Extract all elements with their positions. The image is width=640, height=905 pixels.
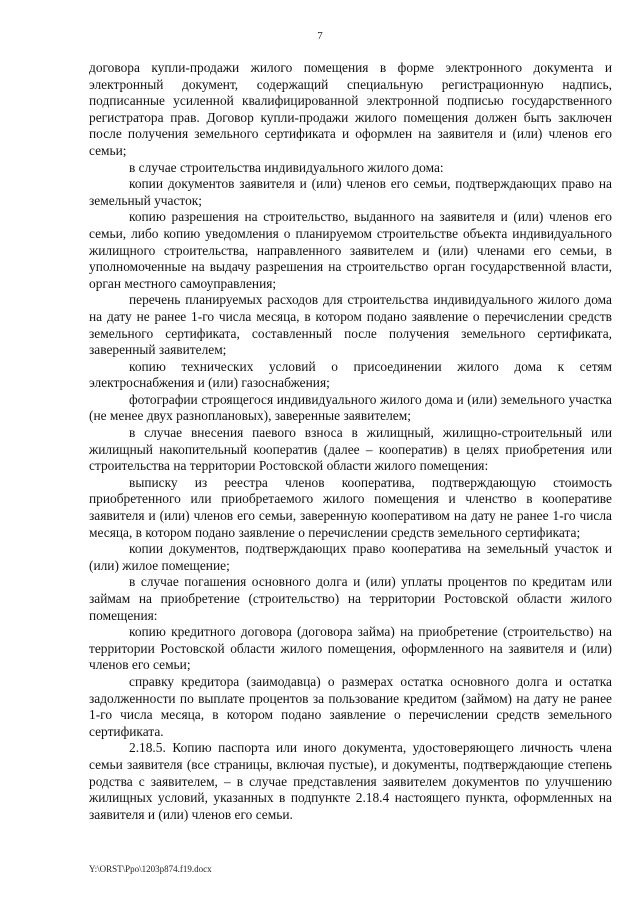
paragraph: копии документов, подтверждающих право кооператива на земельный участок и (или) жилое помещение; bbox=[89, 541, 612, 573]
page-number: 7 bbox=[317, 30, 323, 42]
paragraph: выписку из реестра членов кооператива, подтверждающую стоимость приобретенного или приобретаемого жилого помещения и членство в кооперативе заявителя и (или) членов его семьи, заверенную кооперативом на дату не ранее 1-го числа месяца, в котором подано заявление о перечислении средств земельного сертификата; bbox=[89, 474, 612, 540]
paragraph: фотографии строящегося индивидуального жилого дома и (или) земельного участка (не менее двух разноплановых), заверенные заявителем; bbox=[89, 391, 612, 424]
paragraph: копии документов заявителя и (или) членов его семьи, подтверждающих право на земельный участок; bbox=[89, 176, 612, 208]
paragraph: в случае строительства индивидуального жилого дома: bbox=[129, 159, 444, 175]
document-body bbox=[89, 60, 612, 823]
paragraph: в случае погашения основного долга и (или) уплаты процентов по кредитам или займам на приобретение (строительство) на территории Ростовской области жилого помещения: bbox=[89, 574, 612, 623]
paragraph: договора купли-продажи жилого помещения в форме электронного документа и электронный документ, содержащий специальную регистрационную надпись, подписанные усиленной квалифицированной электронной подписью государственного регистратора прав. Договор купли-продажи жилого помещения должен быть заключен после получения земельного сертификата и оформлен на заявителя и (или) членов его семьи; bbox=[89, 60, 612, 158]
paragraph: копию кредитного договора (договора займа) на приобретение (строительство) на территории Ростовской области жилого помещения, оформленного на заявителя и (или) членов его семьи; bbox=[89, 624, 612, 673]
paragraph: 2.18.5. Копию паспорта или иного документа, удостоверяющего личность члена семьи заявителя (все страницы, включая пустые), и документы, подтверждающие степень родства с заявителем, – в случае представления заявителем документов по улучшению жилищных условий, указанных в подпункте 2.18.4 настоящего пункта, оформленных на заявителя и (или) членов его семьи. bbox=[89, 740, 612, 822]
paragraph: в случае внесения паевого взноса в жилищный, жилищно-строительный или жилищный накопительный кооператив (далее – кооператив) в целях приобретения или строительства на территории Ростовской области жилого помещения: bbox=[89, 425, 612, 474]
paragraph: копию технических условий о присоединении жилого дома к сетям электроснабжения и (или) газоснабжения; bbox=[89, 358, 612, 391]
footer-file-path: Y:\ORST\Ppo\1203p874.f19.docx bbox=[89, 864, 212, 874]
paragraph: перечень планируемых расходов для строительства индивидуального жилого дома на дату не ранее 1-го числа месяца, в котором подано заявление о перечислении средств земельного сертификата, составленный после получения земельного сертификата, заверенный заявителем; bbox=[89, 292, 612, 358]
paragraph: копию разрешения на строительство, выданного на заявителя и (или) членов его семьи, либо копию уведомления о планируемом строительстве объекта индивидуального жилищного строительства, направленного заявителем и (или) членами его семьи, в уполномоченные на выдачу разрешения на строительство орган государственной власти, орган местного самоуправления; bbox=[89, 209, 612, 291]
paragraph: справку кредитора (заимодавца) о размерах остатка основного долга и остатка задолженности по выплате процентов за пользование кредитом (займом) на дату не ранее 1-го числа месяца, в котором подано заявление о перечислении средств земельного сертификата. bbox=[89, 673, 612, 739]
